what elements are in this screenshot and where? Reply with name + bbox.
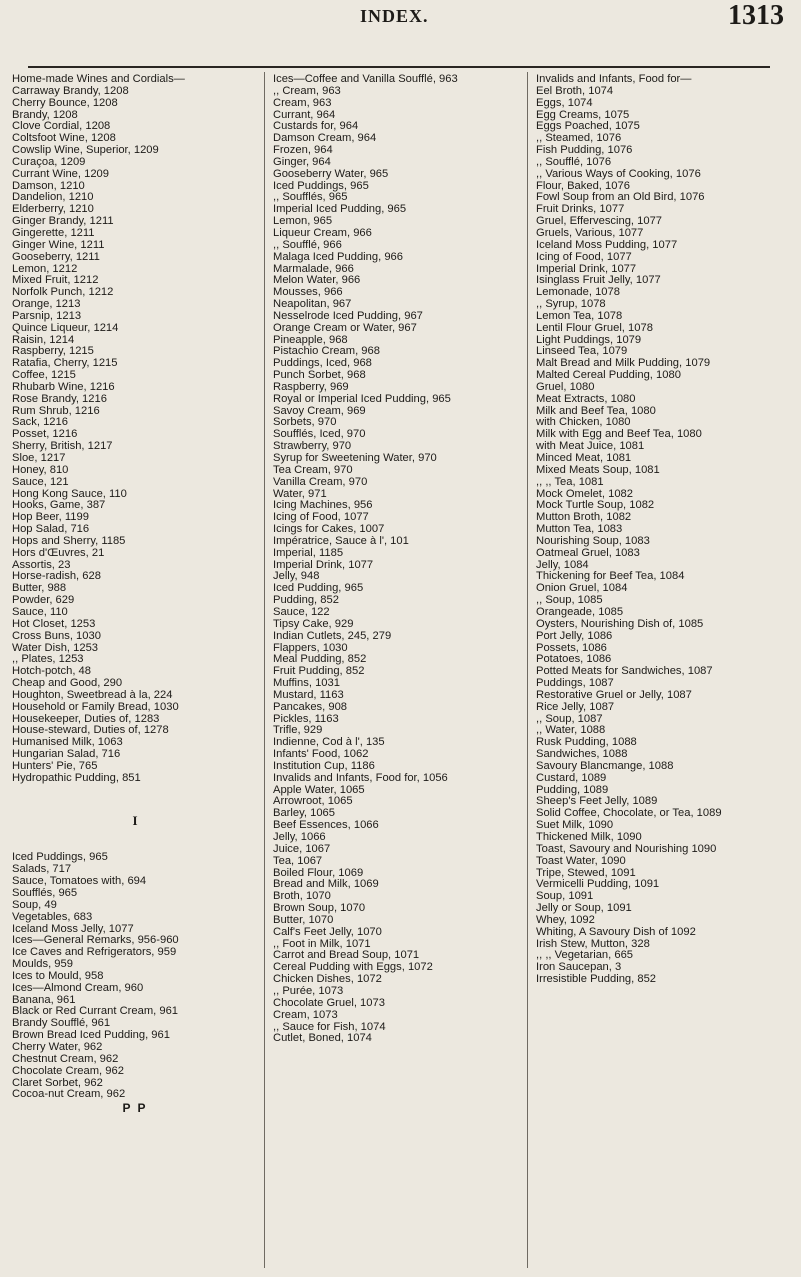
index-entry: Irish Stew, Mutton, 328 bbox=[536, 937, 650, 950]
index-entry: Iced Puddings, 965 bbox=[273, 179, 369, 192]
index-entry: Flour, Baked, 1076 bbox=[536, 179, 630, 192]
index-entry: Mutton Broth, 1082 bbox=[536, 511, 632, 524]
index-entry: Oatmeal Gruel, 1083 bbox=[536, 546, 640, 559]
index-entry: ,, Steamed, 1076 bbox=[536, 132, 622, 145]
index-entry: Toast Water, 1090 bbox=[536, 854, 626, 867]
index-entry: Pudding, 852 bbox=[273, 594, 339, 607]
index-entry: Dandelion, 1210 bbox=[12, 191, 94, 204]
index-entry: Quince Liqueur, 1214 bbox=[12, 321, 119, 334]
index-entry: Strawberry, 970 bbox=[273, 440, 352, 453]
index-entry: Ices—General Remarks, 956-960 bbox=[12, 934, 179, 947]
index-entry: Parsnip, 1213 bbox=[12, 309, 82, 322]
index-entry: Meat Extracts, 1080 bbox=[536, 392, 636, 405]
index-entry: ,, Soup, 1087 bbox=[536, 712, 603, 725]
index-entry: Pistachio Cream, 968 bbox=[273, 345, 380, 358]
index-entry: Soup, 1091 bbox=[536, 890, 594, 903]
index-entry: Ginger, 964 bbox=[273, 155, 331, 168]
index-entry: Coffee, 1215 bbox=[12, 369, 76, 382]
index-entry: Fruit Pudding, 852 bbox=[273, 665, 365, 678]
index-entry: Lemon, 965 bbox=[273, 215, 333, 228]
index-entry: Tea, 1067 bbox=[273, 854, 323, 867]
index-entry: Soufflés, 965 bbox=[12, 887, 78, 899]
index-entry: Calf's Feet Jelly, 1070 bbox=[273, 925, 382, 938]
index-entry: Mixed Meats Soup, 1081 bbox=[536, 463, 660, 476]
index-entry: ,, Sauce for Fish, 1074 bbox=[273, 1020, 386, 1033]
index-entry: Invalids and Infants, Food for, 1056 bbox=[273, 771, 448, 784]
index-entry: Meal Pudding, 852 bbox=[273, 653, 367, 666]
index-entry: Water, 971 bbox=[273, 487, 327, 500]
index-entry: Thickening for Beef Tea, 1084 bbox=[536, 570, 685, 583]
index-entry: Cutlet, Boned, 1074 bbox=[273, 1032, 372, 1045]
index-entry: Hors d'Œuvres, 21 bbox=[12, 546, 105, 559]
index-entry: Cereal Pudding with Eggs, 1072 bbox=[273, 961, 433, 974]
index-column-1 bbox=[12, 74, 258, 1115]
index-entry: Eggs, 1074 bbox=[536, 96, 593, 109]
index-entry: Light Puddings, 1079 bbox=[536, 333, 642, 346]
index-entry: Oysters, Nourishing Dish of, 1085 bbox=[536, 617, 704, 630]
index-entry: Mixed Fruit, 1212 bbox=[12, 274, 99, 287]
index-entry: Punch Sorbet, 968 bbox=[273, 369, 366, 382]
index-entry: Nesselrode Iced Pudding, 967 bbox=[273, 309, 423, 322]
printer-signature: P P bbox=[122, 1101, 148, 1116]
index-entry: Sorbets, 970 bbox=[273, 416, 337, 429]
index-entry: Pineapple, 968 bbox=[273, 333, 348, 346]
index-entry: Flappers, 1030 bbox=[273, 641, 348, 654]
index-entry: Sauce, 122 bbox=[273, 605, 330, 618]
index-entry: ,, Soup, 1085 bbox=[536, 594, 603, 607]
header-rule bbox=[28, 66, 770, 68]
index-entry: Indian Cutlets, 245, 279 bbox=[273, 629, 392, 642]
index-entry: Cream, 963 bbox=[273, 96, 332, 109]
index-entry: Impératrice, Sauce à l', 101 bbox=[273, 534, 409, 547]
index-entry: Jelly, 948 bbox=[273, 570, 320, 583]
index-entry: Black or Red Currant Cream, 961 bbox=[12, 1005, 179, 1018]
index-entry: Sauce, Tomatoes with, 694 bbox=[12, 875, 147, 888]
index-entry: Cream, 1073 bbox=[273, 1008, 338, 1021]
index-entry: Posset, 1216 bbox=[12, 428, 78, 441]
index-entry: Soufflés, Iced, 970 bbox=[273, 428, 366, 441]
index-entry: Housekeeper, Duties of, 1283 bbox=[12, 712, 160, 725]
index-entry: Malt Bread and Milk Pudding, 1079 bbox=[536, 357, 711, 370]
index-entry: Neapolitan, 967 bbox=[273, 298, 352, 311]
index-entry: Ice Caves and Refrigerators, 959 bbox=[12, 946, 177, 959]
index-entry: Iced Pudding, 965 bbox=[273, 582, 364, 595]
index-entry: Malted Cereal Pudding, 1080 bbox=[536, 369, 681, 382]
index-entry: Raspberry, 1215 bbox=[12, 345, 94, 358]
index-entry: Rose Brandy, 1216 bbox=[12, 392, 107, 405]
index-entry: Mutton Tea, 1083 bbox=[536, 523, 623, 536]
index-entry: Icing of Food, 1077 bbox=[536, 250, 632, 263]
index-entry: Gruel, 1080 bbox=[536, 380, 595, 393]
index-entry: Rusk Pudding, 1088 bbox=[536, 736, 637, 749]
index-entry: Broth, 1070 bbox=[273, 890, 331, 903]
index-entry: Pancakes, 908 bbox=[273, 700, 348, 713]
index-entry: Honey, 810 bbox=[12, 463, 69, 476]
index-entry: Sloe, 1217 bbox=[12, 452, 66, 464]
index-entry: Hop Salad, 716 bbox=[12, 523, 90, 536]
index-entry: Cherry Bounce, 1208 bbox=[12, 96, 118, 109]
index-entry: Ginger Brandy, 1211 bbox=[12, 215, 114, 228]
index-entry: Infants' Food, 1062 bbox=[273, 748, 369, 761]
index-entry: Banana, 961 bbox=[12, 993, 76, 1006]
index-entry: Damson Cream, 964 bbox=[273, 132, 377, 145]
index-entry: Sherry, British, 1217 bbox=[12, 440, 113, 453]
column-divider bbox=[527, 72, 528, 1268]
index-entry: Cowslip Wine, Superior, 1209 bbox=[12, 144, 159, 157]
index-entry: Currant Wine, 1209 bbox=[12, 167, 110, 180]
index-entry: Currant, 964 bbox=[273, 108, 336, 121]
index-entry: Household or Family Bread, 1030 bbox=[12, 700, 179, 713]
index-entry: Vermicelli Pudding, 1091 bbox=[536, 878, 660, 891]
index-entry: Rice Jelly, 1087 bbox=[536, 700, 615, 713]
index-entry: Imperial Iced Pudding, 965 bbox=[273, 203, 407, 216]
index-entry: Suet Milk, 1090 bbox=[536, 819, 614, 832]
index-entry: ,, Soufflé, 966 bbox=[273, 238, 342, 251]
index-entry: Chocolate Gruel, 1073 bbox=[273, 996, 385, 1009]
index-entry: Icings for Cakes, 1007 bbox=[273, 523, 385, 536]
index-entry: Assortis, 23 bbox=[12, 558, 71, 571]
index-entry: Marmalade, 966 bbox=[273, 262, 354, 275]
index-entry: Claret Sorbet, 962 bbox=[12, 1076, 103, 1089]
index-entry: Coltsfoot Wine, 1208 bbox=[12, 132, 116, 145]
index-entry: Hop Beer, 1199 bbox=[12, 511, 89, 524]
index-entry: Powder, 629 bbox=[12, 594, 75, 607]
index-entry: ,, Foot in Milk, 1071 bbox=[273, 937, 371, 950]
index-entry: Indienne, Cod à l', 135 bbox=[273, 736, 385, 749]
index-entry: ,, Soufflé, 1076 bbox=[536, 155, 612, 168]
index-entry: Puddings, Iced, 968 bbox=[273, 357, 372, 370]
index-entry: Trifle, 929 bbox=[273, 724, 323, 737]
index-entry: Hong Kong Sauce, 110 bbox=[12, 487, 127, 500]
index-entry: Gruels, Various, 1077 bbox=[536, 226, 644, 239]
index-entry: Jelly, 1066 bbox=[273, 831, 326, 843]
index-entry: Chestnut Cream, 962 bbox=[12, 1052, 119, 1065]
index-entry: Sandwiches, 1088 bbox=[536, 748, 628, 761]
index-entry: Iced Puddings, 965 bbox=[12, 851, 108, 864]
index-entry: Rum Shrub, 1216 bbox=[12, 404, 100, 417]
index-entry: Linseed Tea, 1079 bbox=[536, 345, 628, 358]
index-entry: Iceland Moss Jelly, 1077 bbox=[12, 922, 134, 935]
index-entry: ,, Water, 1088 bbox=[536, 724, 606, 737]
index-entry: Whey, 1092 bbox=[536, 913, 595, 926]
index-entry: Carraway Brandy, 1208 bbox=[12, 84, 129, 97]
index-entry: Hydropathic Pudding, 851 bbox=[12, 771, 141, 784]
index-entry: Imperial, 1185 bbox=[273, 546, 344, 559]
index-entry: Malaga Iced Pudding, 966 bbox=[273, 250, 403, 263]
index-entry: Restorative Gruel or Jelly, 1087 bbox=[536, 688, 692, 701]
index-entry: Hot Closet, 1253 bbox=[12, 617, 96, 630]
index-entry: Brandy Soufflé, 961 bbox=[12, 1017, 111, 1030]
index-entry: ,, Soufflés, 965 bbox=[273, 191, 348, 204]
index-entry: Cherry Water, 962 bbox=[12, 1040, 103, 1053]
index-entry: ,, ,, Vegetarian, 665 bbox=[536, 949, 634, 962]
index-entry: Custards for, 964 bbox=[273, 120, 359, 133]
index-entry: Elderberry, 1210 bbox=[12, 203, 94, 216]
index-entry: Mock Omelet, 1082 bbox=[536, 487, 634, 500]
index-entry: Mock Turtle Soup, 1082 bbox=[536, 499, 655, 512]
index-entry: Orangeade, 1085 bbox=[536, 605, 624, 618]
index-entry: Cocoa-nut Cream, 962 bbox=[12, 1088, 126, 1101]
index-entry: Tea Cream, 970 bbox=[273, 463, 353, 476]
index-entry: Brown Bread Iced Pudding, 961 bbox=[12, 1029, 170, 1042]
index-entry: Chicken Dishes, 1072 bbox=[273, 973, 382, 986]
index-entry: Possets, 1086 bbox=[536, 641, 607, 654]
index-entry: Savoy Cream, 969 bbox=[273, 404, 366, 417]
index-entry: ,, Plates, 1253 bbox=[12, 653, 84, 666]
index-entry: Orange, 1213 bbox=[12, 298, 81, 311]
index-entry: Eel Broth, 1074 bbox=[536, 84, 614, 97]
index-entry: Gooseberry Water, 965 bbox=[273, 167, 389, 180]
index-entry: Tripe, Stewed, 1091 bbox=[536, 866, 636, 879]
index-entry: Whiting, A Savoury Dish of 1092 bbox=[536, 925, 696, 938]
index-entry: Curaçoa, 1209 bbox=[12, 155, 86, 168]
index-entry: Savoury Blancmange, 1088 bbox=[536, 759, 674, 772]
index-entry: Icing Machines, 956 bbox=[273, 499, 373, 512]
index-entry: Onion Gruel, 1084 bbox=[536, 582, 628, 595]
index-entry: Boiled Flour, 1069 bbox=[273, 866, 364, 879]
index-entry: Ratafia, Cherry, 1215 bbox=[12, 357, 118, 370]
index-entry: Fruit Drinks, 1077 bbox=[536, 203, 625, 216]
index-entry: Lentil Flour Gruel, 1078 bbox=[536, 321, 653, 334]
entry-list bbox=[12, 74, 258, 785]
index-entry: with Chicken, 1080 bbox=[536, 416, 631, 429]
index-entry: Brown Soup, 1070 bbox=[273, 902, 366, 915]
index-entry: Raisin, 1214 bbox=[12, 333, 75, 346]
index-entry: Horse-radish, 628 bbox=[12, 570, 101, 583]
index-entry: Cheap and Good, 290 bbox=[12, 677, 123, 690]
index-entry: Butter, 988 bbox=[12, 582, 67, 595]
index-entry: ,, ,, Tea, 1081 bbox=[536, 475, 604, 488]
index-entry: Potatoes, 1086 bbox=[536, 653, 612, 666]
index-entry: Isinglass Fruit Jelly, 1077 bbox=[536, 274, 661, 287]
index-entry: Mousses, 966 bbox=[273, 286, 343, 299]
index-entry: Gingerette, 1211 bbox=[12, 226, 95, 239]
index-entry: Fowl Soup from an Old Bird, 1076 bbox=[536, 191, 705, 204]
index-entry: Brandy, 1208 bbox=[12, 108, 78, 121]
index-entry: Sheep's Feet Jelly, 1089 bbox=[536, 795, 658, 808]
index-entry: Royal or Imperial Iced Pudding, 965 bbox=[273, 392, 451, 405]
index-entry: Gooseberry, 1211 bbox=[12, 250, 100, 263]
index-entry: Carrot and Bread Soup, 1071 bbox=[273, 949, 420, 962]
index-entry: Jelly or Soup, 1091 bbox=[536, 902, 632, 915]
index-entry: Ices to Mould, 958 bbox=[12, 969, 104, 982]
index-entry: Milk and Beef Tea, 1080 bbox=[536, 404, 656, 417]
index-entry: Iron Saucepan, 3 bbox=[536, 961, 622, 974]
index-entry: Frozen, 964 bbox=[273, 144, 333, 157]
index-entry: Hunters' Pie, 765 bbox=[12, 759, 98, 772]
index-entry: Clove Cordial, 1208 bbox=[12, 120, 111, 133]
index-entry: Lemonade, 1078 bbox=[536, 286, 620, 299]
index-entry: Norfolk Punch, 1212 bbox=[12, 286, 114, 299]
index-entry: Orange Cream or Water, 967 bbox=[273, 321, 417, 334]
index-entry: Ices—Almond Cream, 960 bbox=[12, 981, 144, 994]
index-entry: Sauce, 121 bbox=[12, 475, 69, 488]
index-entry: Pudding, 1089 bbox=[536, 783, 609, 796]
index-entry: House-steward, Duties of, 1278 bbox=[12, 724, 169, 737]
index-entry: Apple Water, 1065 bbox=[273, 783, 365, 796]
index-entry: Liqueur Cream, 966 bbox=[273, 226, 372, 239]
index-entry: Beef Essences, 1066 bbox=[273, 819, 379, 832]
index-entry: Salads, 717 bbox=[12, 863, 72, 876]
index-entry: ,, Syrup, 1078 bbox=[536, 298, 606, 311]
index-entry: Cross Buns, 1030 bbox=[12, 629, 101, 642]
index-entry: Tipsy Cake, 929 bbox=[273, 617, 354, 630]
index-entry: Rhubarb Wine, 1216 bbox=[12, 380, 115, 393]
index-entry: Fish Pudding, 1076 bbox=[536, 144, 633, 157]
index-entry: Arrowroot, 1065 bbox=[273, 795, 353, 808]
index-entry: Vegetables, 683 bbox=[12, 910, 93, 923]
index-entry: Jelly, 1084 bbox=[536, 558, 589, 571]
index-entry: Eggs Poached, 1075 bbox=[536, 120, 640, 133]
index-entry: Hungarian Salad, 716 bbox=[12, 748, 121, 761]
entry-list bbox=[536, 74, 786, 986]
entry-list bbox=[273, 74, 521, 1045]
index-entry: Ices—Coffee and Vanilla Soufflé, 963 bbox=[273, 73, 458, 85]
index-entry: Hooks, Game, 387 bbox=[12, 499, 106, 512]
index-entry: Chocolate Cream, 962 bbox=[12, 1064, 124, 1077]
index-entry: with Meat Juice, 1081 bbox=[536, 440, 645, 453]
index-entry: Lemon, 1212 bbox=[12, 262, 78, 275]
entry-list bbox=[12, 852, 258, 1101]
index-entry: Moulds, 959 bbox=[12, 958, 73, 971]
index-entry: Vanilla Cream, 970 bbox=[273, 475, 368, 488]
index-entry: Irresistible Pudding, 852 bbox=[536, 973, 657, 986]
index-entry: ,, Various Ways of Cooking, 1076 bbox=[536, 167, 701, 180]
index-entry: Barley, 1065 bbox=[273, 807, 335, 820]
section-letter: I bbox=[132, 812, 138, 828]
index-entry: Mustard, 1163 bbox=[273, 688, 344, 701]
index-entry: Bread and Milk, 1069 bbox=[273, 878, 379, 891]
index-entry: Butter, 1070 bbox=[273, 913, 334, 926]
index-entry: Muffins, 1031 bbox=[273, 677, 340, 690]
index-entry: ,, Purée, 1073 bbox=[273, 984, 344, 997]
index-entry: Solid Coffee, Chocolate, or Tea, 1089 bbox=[536, 807, 722, 820]
index-entry: Potted Meats for Sandwiches, 1087 bbox=[536, 665, 713, 678]
index-entry: Sauce, 110 bbox=[12, 605, 68, 618]
running-head-title: INDEX. bbox=[360, 6, 429, 26]
index-entry: Minced Meat, 1081 bbox=[536, 452, 632, 464]
index-entry: Invalids and Infants, Food for— bbox=[536, 73, 692, 85]
index-entry: Milk with Egg and Beef Tea, 1080 bbox=[536, 428, 702, 441]
index-entry: Iceland Moss Pudding, 1077 bbox=[536, 238, 678, 251]
index-entry: Soup, 49 bbox=[12, 898, 57, 911]
index-entry: ,, Cream, 963 bbox=[273, 84, 341, 97]
index-entry: Icing of Food, 1077 bbox=[273, 511, 369, 524]
column-divider bbox=[264, 72, 265, 1268]
index-entry: Thickened Milk, 1090 bbox=[536, 831, 642, 843]
index-entry: Nourishing Soup, 1083 bbox=[536, 534, 650, 547]
index-entry: Houghton, Sweetbread à la, 224 bbox=[12, 688, 173, 701]
index-entry: Humanised Milk, 1063 bbox=[12, 736, 123, 749]
index-entry: Imperial Drink, 1077 bbox=[273, 558, 374, 571]
index-entry: Ginger Wine, 1211 bbox=[12, 238, 105, 251]
index-entry: Water Dish, 1253 bbox=[12, 641, 99, 654]
index-entry: Raspberry, 969 bbox=[273, 380, 349, 393]
index-entry: Puddings, 1087 bbox=[536, 677, 614, 690]
index-entry: Hops and Sherry, 1185 bbox=[12, 534, 126, 547]
index-entry: Pickles, 1163 bbox=[273, 712, 339, 725]
index-entry: Damson, 1210 bbox=[12, 179, 85, 192]
page-number: 1313 bbox=[728, 0, 784, 31]
index-entry: Port Jelly, 1086 bbox=[536, 629, 613, 642]
index-column-3 bbox=[536, 74, 786, 986]
index-entry: Custard, 1089 bbox=[536, 771, 607, 784]
index-entry: Sack, 1216 bbox=[12, 416, 68, 429]
index-entry: Gruel, Effervescing, 1077 bbox=[536, 215, 663, 228]
index-entry: Toast, Savoury and Nourishing 1090 bbox=[536, 842, 717, 855]
index-entry: Home-made Wines and Cordials— bbox=[12, 73, 185, 85]
index-entry: Lemon Tea, 1078 bbox=[536, 309, 623, 322]
index-entry: Melon Water, 966 bbox=[273, 274, 361, 287]
index-entry: Hotch-potch, 48 bbox=[12, 665, 91, 678]
index-entry: Juice, 1067 bbox=[273, 842, 331, 855]
index-entry: Syrup for Sweetening Water, 970 bbox=[273, 452, 437, 464]
index-entry: Imperial Drink, 1077 bbox=[536, 262, 637, 275]
index-entry: Institution Cup, 1186 bbox=[273, 759, 375, 772]
index-entry: Egg Creams, 1075 bbox=[536, 108, 630, 121]
index-column-2 bbox=[273, 74, 521, 1045]
